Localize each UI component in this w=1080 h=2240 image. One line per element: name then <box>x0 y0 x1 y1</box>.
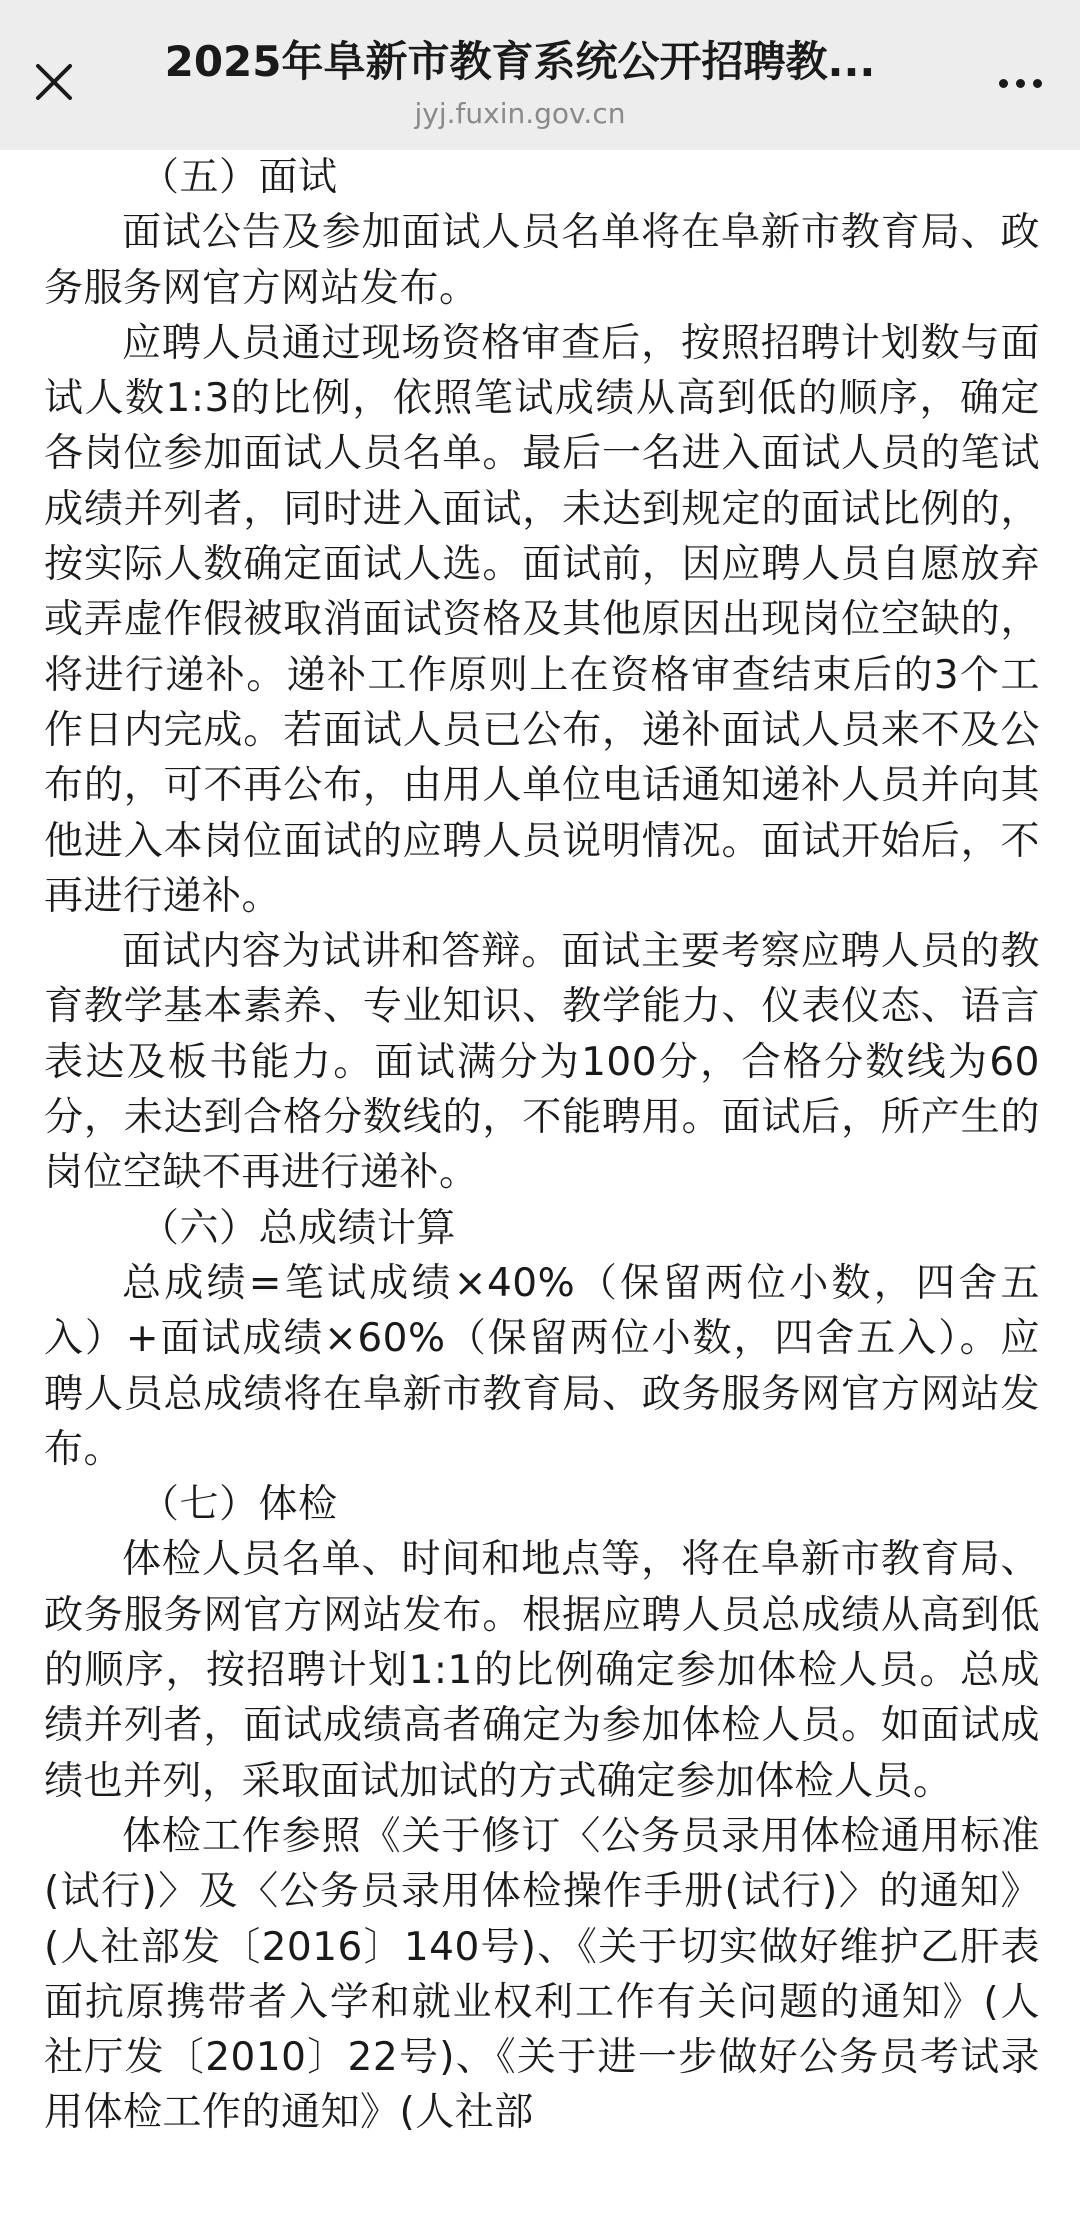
title-area <box>130 34 910 134</box>
article-paragraph: 体检工作参照《关于修订〈公务员录用体检通用标准(试行)〉及〈公务员录用体检操作手册(试行)〉的通知》(人社部发〔2016〕140号)、《关于切实做好维护乙肝表面抗原携带者入学和就业权利工作有关问题的通知》(人社厅发〔2010〕22号)、《关于进一步做好公务员考试录用体检工作的通知》(人社部 <box>44 1813 1040 2136</box>
section-heading-interview: （五）面试 <box>140 155 338 200</box>
article-paragraph: 应聘人员通过现场资格审查后，按照招聘计划数与面试人数1:3的比例，依照笔试成绩从高到低的顺序，确定各岗位参加面试人员名单。最后一名进入面试人员的笔试成绩并列者，同时进入面试，未达到规定的面试比例的，按实际人数确定面试人选。面试前，因应聘人员自愿放弃或弄虚作假被取消面试资格及其他原因出现岗位空缺的，将进行递补。递补工作原则上在资格审查结束后的3个工作日内完成。若面试人员已公布，递补面试人员来不及公布的，可不再公布，由用人单位电话通知递补人员并向其他进入本岗位面试的应聘人员说明情况。面试开始后，不再进行递补。 <box>44 320 1040 919</box>
article-paragraph: 面试公告及参加面试人员名单将在阜新市教育局、政务服务网官方网站发布。 <box>44 210 1040 311</box>
close-icon <box>34 62 74 102</box>
article-paragraph: 面试内容为试讲和答辩。面试主要考察应聘人员的教育教学基本素养、专业知识、教学能力、仪表仪态、语言表达及板书能力。面试满分为100分，合格分数线为60分，未达到合格分数线的，不能聘用。面试后，所产生的岗位空缺不再进行递补。 <box>44 929 1040 1196</box>
page-domain: jyj.fuxin.gov.cn <box>414 97 626 130</box>
article-body <box>0 150 1080 2240</box>
article-paragraph: 总成绩=笔试成绩×40%（保留两位小数，四舍五入）+面试成绩×60%（保留两位小数，四舍五入）。应聘人员总成绩将在阜新市教育局、政务服务网官方网站发布。 <box>44 1260 1040 1472</box>
close-button[interactable] <box>24 52 84 112</box>
browser-top-bar <box>0 0 1080 150</box>
more-dots-icon <box>995 73 1046 92</box>
section-heading-total-score: （六）总成绩计算 <box>140 1205 457 1251</box>
section-heading-physical-exam: （七）体检 <box>140 1482 338 1528</box>
page-title: 2025年阜新市教育系统公开招聘教... <box>164 37 876 86</box>
article-paragraph: 体检人员名单、时间和地点等，将在阜新市教育局、政务服务网官方网站发布。根据应聘人员总成绩从高到低的顺序，按招聘计划1:1的比例确定参加体检人员。总成绩并列者，面试成绩高者确定为参加体检人员。如面试成绩也并列，采取面试加试的方式确定参加体检人员。 <box>44 1537 1040 1804</box>
more-options-button[interactable] <box>984 52 1056 112</box>
